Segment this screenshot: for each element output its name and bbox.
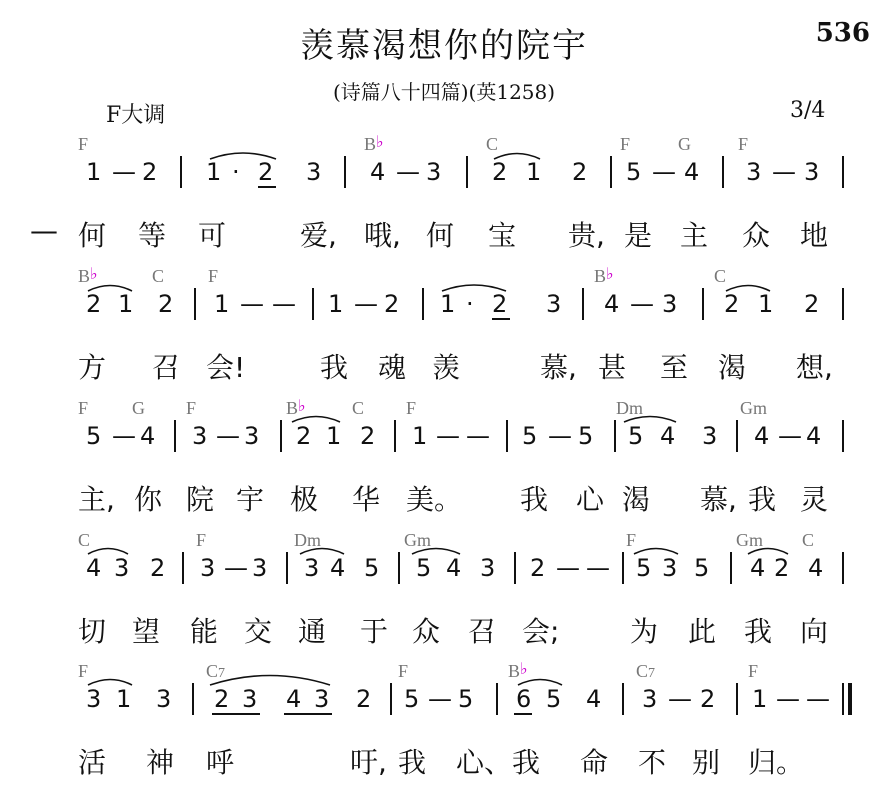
lyric: 别 [692, 746, 721, 779]
chord-symbol: F [78, 398, 89, 418]
chord-symbol: C [486, 134, 499, 154]
note: 2 [700, 685, 716, 713]
chord-symbol: B♭ [594, 266, 614, 286]
note: 2 [214, 685, 230, 713]
final-bar-line [842, 683, 844, 715]
note-dash: — [466, 422, 490, 450]
lyric: 等 [138, 219, 167, 252]
lyric: 渴 [718, 351, 747, 384]
bar-line [722, 156, 724, 188]
note: 3 [114, 554, 130, 582]
note: 4 [604, 290, 620, 318]
chord-symbol: C [152, 266, 165, 286]
note: 5 [546, 685, 562, 713]
note: 2 [158, 290, 174, 318]
lyric: 院 [186, 483, 215, 516]
slur [210, 676, 330, 686]
lyric: 通 [298, 615, 327, 648]
chord-symbol: C7 [206, 661, 226, 681]
lyric: 于 [360, 615, 389, 648]
note-dot: · [232, 158, 240, 186]
bar-line [842, 288, 844, 320]
lyric: 我 [512, 746, 541, 779]
note: 5 [626, 158, 642, 186]
lyric: 你 [134, 483, 163, 516]
note: 2 [530, 554, 546, 582]
note-underline [514, 713, 532, 715]
chord-symbol: F [620, 134, 631, 154]
bar-line [312, 288, 314, 320]
chord-symbol: B♭ [78, 266, 98, 286]
chord-symbol: F [78, 661, 89, 681]
note: 4 [684, 158, 700, 186]
note-dash: — [806, 685, 830, 713]
lyric: 至 [660, 351, 689, 384]
note: 3 [662, 554, 678, 582]
note: 3 [662, 290, 678, 318]
note: 4 [750, 554, 766, 582]
bar-line [702, 288, 704, 320]
chord-symbol: C [352, 398, 365, 418]
lyric: 慕, [540, 351, 577, 384]
note-dash: — [630, 290, 654, 318]
bar-line [286, 552, 288, 584]
note: 5 [404, 685, 420, 713]
hymn-title: 羡慕渴想你的院宇 [300, 26, 588, 66]
bar-line [194, 288, 196, 320]
note: 1 [526, 158, 542, 186]
note: 3 [426, 158, 442, 186]
chord-symbol: Gm [736, 530, 763, 550]
note: 2 [724, 290, 740, 318]
note: 1 [440, 290, 456, 318]
note-dash: — [586, 554, 610, 582]
note-dash: — [778, 422, 802, 450]
lyric: 交 [244, 615, 273, 648]
note: 2 [360, 422, 376, 450]
lyric: 众 [742, 219, 771, 252]
lyric: 何 [426, 219, 455, 252]
bar-line [390, 683, 392, 715]
bar-line [280, 420, 282, 452]
bar-line [398, 552, 400, 584]
bar-line [344, 156, 346, 188]
lyric: 我 [398, 746, 427, 779]
lyric: 心 [576, 483, 605, 516]
note: 2 [86, 290, 102, 318]
note-dash: — [224, 554, 248, 582]
lyric: 切 [78, 615, 107, 648]
lyric: 向 [800, 615, 829, 648]
final-bar-line-thick [848, 683, 852, 715]
chord-symbol: B♭ [286, 398, 306, 418]
key-signature: F大调 [106, 103, 166, 128]
chord-symbol: B♭ [364, 134, 384, 154]
bar-line [736, 683, 738, 715]
chord-symbol: B♭ [508, 661, 528, 681]
bar-line [496, 683, 498, 715]
note: 3 [746, 158, 762, 186]
note-dash: — [548, 422, 572, 450]
lyric-dash: — [30, 214, 58, 247]
note-dash: — [240, 290, 264, 318]
note: 2 [296, 422, 312, 450]
note: 6 [516, 685, 532, 713]
note: 4 [286, 685, 302, 713]
lyric: 神 [146, 746, 175, 779]
note-dash: — [652, 158, 676, 186]
chord-symbol: F [626, 530, 637, 550]
note: 2 [150, 554, 166, 582]
note: 4 [754, 422, 770, 450]
note: 3 [642, 685, 658, 713]
chord-symbol: F [738, 134, 749, 154]
note: 1 [86, 158, 102, 186]
lyric: 慕, [700, 483, 737, 516]
note: 4 [446, 554, 462, 582]
note-underline [284, 713, 332, 715]
lyric: 不 [638, 746, 667, 779]
chord-symbol: C [802, 530, 815, 550]
note-dash: — [354, 290, 378, 318]
lyric: 美。 [406, 483, 463, 516]
lyric: 活 [78, 746, 107, 779]
note: 4 [330, 554, 346, 582]
lyric: 为 [630, 615, 659, 648]
lyric: 可 [198, 219, 227, 252]
note-dash: — [556, 554, 580, 582]
chord-symbol: Dm [294, 530, 321, 550]
note: 5 [86, 422, 102, 450]
note: 1 [412, 422, 428, 450]
note: 3 [546, 290, 562, 318]
note: 1 [206, 158, 222, 186]
lyric: 主, [78, 483, 115, 516]
note-dash: — [272, 290, 296, 318]
note: 3 [156, 685, 172, 713]
lyric: 渴 [622, 483, 651, 516]
lyric: 心、 [456, 746, 513, 779]
note: 3 [480, 554, 496, 582]
lyric: 羡 [432, 351, 461, 384]
note: 3 [314, 685, 330, 713]
note-underline [212, 713, 260, 715]
hymn-subtitle: (诗篇八十四篇)(英1258) [332, 80, 556, 104]
note: 2 [492, 290, 508, 318]
lyric: 甚 [598, 351, 627, 384]
note: 4 [140, 422, 156, 450]
chord-symbol: C [714, 266, 727, 286]
lyric: 魂 [378, 351, 407, 384]
lyric: 望 [132, 615, 161, 648]
note: 1 [326, 422, 342, 450]
note-dash: — [428, 685, 452, 713]
lyric: 宝 [488, 219, 517, 252]
note-dash: — [216, 422, 240, 450]
lyric: 地 [800, 219, 829, 252]
bar-line [182, 552, 184, 584]
note-dash: — [396, 158, 420, 186]
note: 4 [586, 685, 602, 713]
bar-line [622, 552, 624, 584]
lyric: 我 [744, 615, 773, 648]
note: 4 [86, 554, 102, 582]
note: 4 [806, 422, 822, 450]
chord-symbol: C7 [636, 661, 656, 681]
bar-line [842, 552, 844, 584]
note: 5 [364, 554, 380, 582]
note: 3 [242, 685, 258, 713]
time-signature: 3/4 [790, 98, 826, 123]
lyric: 是 [624, 219, 653, 252]
lyric: 我 [320, 351, 349, 384]
note: 2 [142, 158, 158, 186]
note-underline [258, 186, 276, 188]
chord-symbol: G [132, 398, 145, 418]
lyric: 方 [78, 351, 107, 384]
note: 4 [660, 422, 676, 450]
note: 2 [258, 158, 274, 186]
bar-line [730, 552, 732, 584]
note: 4 [370, 158, 386, 186]
chord-symbol: F [186, 398, 197, 418]
lyric: 我 [520, 483, 549, 516]
note: 3 [804, 158, 820, 186]
lyric: 爱, [300, 219, 337, 252]
lyric: 此 [688, 615, 717, 648]
chord-symbol: Dm [616, 398, 643, 418]
note: 3 [86, 685, 102, 713]
lyric: 召 [468, 615, 497, 648]
lyric: 宇 [236, 483, 265, 516]
lyric: 想, [796, 351, 833, 384]
bar-line [466, 156, 468, 188]
bar-line [394, 420, 396, 452]
bar-line [180, 156, 182, 188]
note: 1 [118, 290, 134, 318]
chord-symbol: F [398, 661, 409, 681]
chord-symbol: F [196, 530, 207, 550]
note: 5 [628, 422, 644, 450]
lyric: 哦, [364, 219, 401, 252]
bar-line [422, 288, 424, 320]
note: 3 [702, 422, 718, 450]
chord-symbol: F [208, 266, 219, 286]
note: 1 [752, 685, 768, 713]
note-dash: — [772, 158, 796, 186]
note: 1 [116, 685, 132, 713]
note: 3 [244, 422, 260, 450]
bar-line [506, 420, 508, 452]
note: 5 [416, 554, 432, 582]
bar-line [622, 683, 624, 715]
note: 2 [774, 554, 790, 582]
note: 5 [522, 422, 538, 450]
lyric: 灵 [800, 483, 829, 516]
note-dot: · [466, 290, 474, 318]
bar-line [736, 420, 738, 452]
lyric: 归。 [748, 746, 805, 779]
lyric: 极 [290, 483, 319, 516]
note: 5 [636, 554, 652, 582]
lyric: 贵, [568, 219, 605, 252]
lyric: 召 [152, 351, 181, 384]
lyric: 吁, [350, 746, 387, 779]
lyric: 命 [580, 746, 609, 779]
hymn-number: 536 [815, 18, 870, 48]
chord-symbol: G [678, 134, 691, 154]
note: 3 [200, 554, 216, 582]
lyric: 会; [522, 615, 560, 648]
chord-symbol: C [78, 530, 91, 550]
lyric: 众 [412, 615, 441, 648]
chord-symbol: F [78, 134, 89, 154]
lyric: 主 [680, 219, 709, 252]
note: 2 [356, 685, 372, 713]
note: 1 [214, 290, 230, 318]
note: 4 [808, 554, 824, 582]
chord-symbol: F [748, 661, 759, 681]
note: 1 [328, 290, 344, 318]
chord-symbol: F [406, 398, 417, 418]
lyric: 何 [78, 219, 107, 252]
note-dash: — [112, 158, 136, 186]
note: 3 [192, 422, 208, 450]
bar-line [610, 156, 612, 188]
bar-line [614, 420, 616, 452]
note-dash: — [776, 685, 800, 713]
note: 2 [572, 158, 588, 186]
bar-line [174, 420, 176, 452]
bar-line [842, 420, 844, 452]
note-dash: — [436, 422, 460, 450]
lyric: 华 [352, 483, 381, 516]
lyric: 我 [748, 483, 777, 516]
note: 2 [384, 290, 400, 318]
note-underline [492, 318, 510, 320]
note: 1 [758, 290, 774, 318]
bar-line [842, 156, 844, 188]
note: 2 [492, 158, 508, 186]
bar-line [514, 552, 516, 584]
note: 3 [306, 158, 322, 186]
lyric: 呼 [206, 746, 235, 779]
lyric: 能 [190, 615, 219, 648]
note: 2 [804, 290, 820, 318]
note: 3 [304, 554, 320, 582]
note: 5 [578, 422, 594, 450]
note-dash: — [668, 685, 692, 713]
chord-symbol: Gm [404, 530, 431, 550]
note-dash: — [112, 422, 136, 450]
lyric: 会! [206, 351, 246, 384]
bar-line [582, 288, 584, 320]
chord-symbol: Gm [740, 398, 767, 418]
note: 5 [458, 685, 474, 713]
note: 5 [694, 554, 710, 582]
bar-line [192, 683, 194, 715]
note: 3 [252, 554, 268, 582]
